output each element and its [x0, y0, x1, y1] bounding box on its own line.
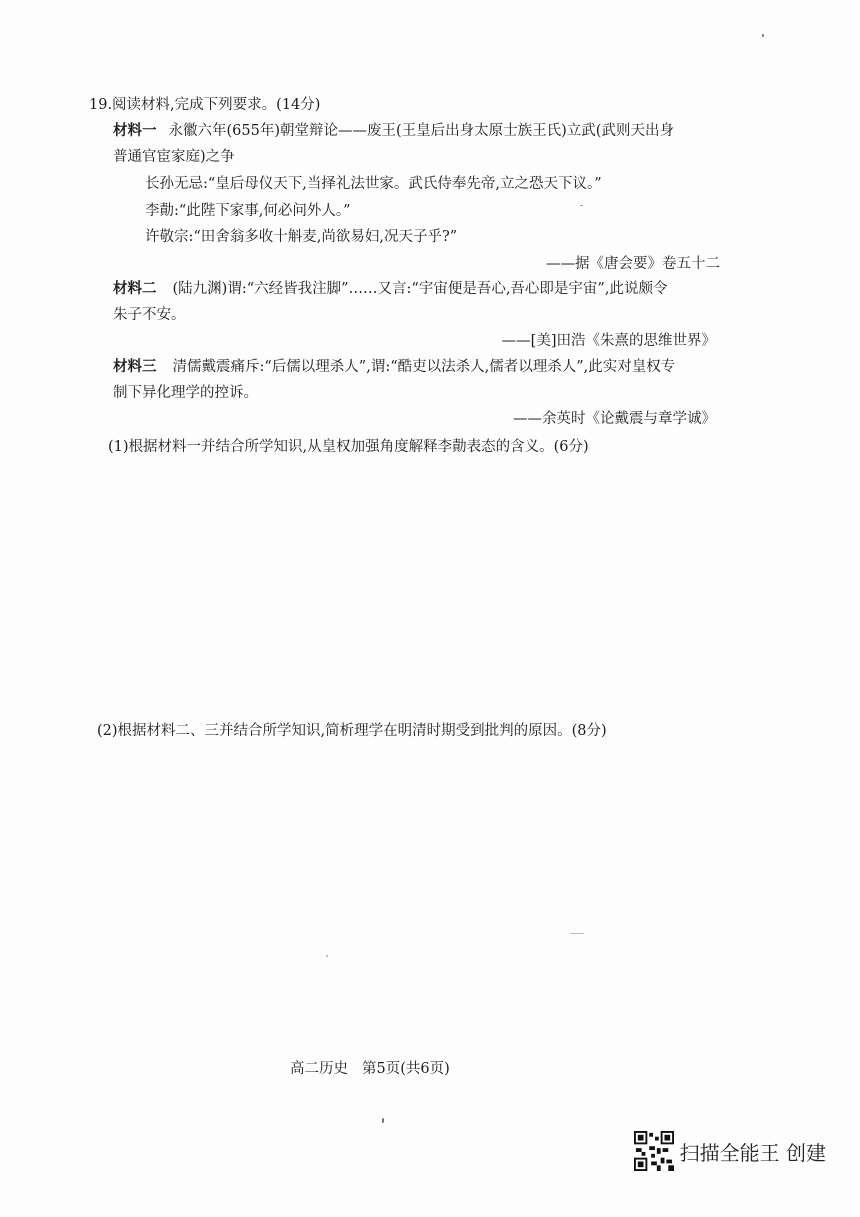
material1-quote1: 长孙无忌:“皇后母仪天下,当择礼法世家。武氏侍奉先帝,立之恐天下议。”	[145, 176, 602, 192]
footer-subject: 高二历史	[290, 1061, 348, 1077]
scan-speck	[762, 34, 764, 37]
material3-line2: 制下异化理学的控诉。	[113, 385, 258, 401]
subquestion-1: (1)根据材料一并结合所学知识,从皇权加强角度解释李勣表态的含义。(6分)	[108, 439, 589, 455]
material1-quote2: 李勣:“此陛下家事,何必问外人。”	[145, 203, 351, 219]
material2-line2: 朱子不安。	[113, 307, 186, 323]
material1-line1	[113, 121, 674, 141]
material1-line2: 普通官宦家庭)之争	[113, 149, 235, 165]
question-stem: 19.阅读材料,完成下列要求。(14分)	[89, 97, 321, 113]
page-footer	[290, 1057, 464, 1078]
scanner-watermark	[634, 1131, 826, 1171]
material2-source: ——[美]田浩《朱熹的思维世界》	[501, 333, 716, 349]
scan-speck	[326, 955, 328, 957]
watermark-text: 扫描全能王 创建	[679, 1140, 826, 1165]
material1-text1: 永徽六年(655年)朝堂辩论——废王(王皇后出身太原士族王氏)立武(武则天出身	[168, 123, 674, 139]
material3-line1	[113, 357, 675, 377]
scan-speck	[382, 1118, 384, 1123]
material1-source: ——据《唐会要》卷五十二	[546, 256, 720, 272]
material1-label: 材料一	[113, 122, 157, 139]
material1-quote3: 许敬宗:“田舍翁多收十斛麦,尚欲易妇,况天子乎?”	[145, 229, 458, 245]
subquestion-2: (2)根据材料二、三并结合所学知识,简析理学在明清时期受到批判的原因。(8分)	[97, 723, 607, 739]
material2-label: 材料二	[113, 280, 157, 297]
scan-speck	[570, 933, 584, 934]
material2-line1	[113, 279, 667, 299]
material3-text1: 清儒戴震痛斥:“后儒以理杀人”,谓:“酷吏以法杀人,儒者以理杀人”,此实对皇权专	[172, 359, 676, 375]
qr-code-icon	[634, 1131, 674, 1171]
material3-label: 材料三	[113, 358, 157, 375]
material2-text1: (陆九渊)谓:“六经皆我注脚”……又言:“宇宙便是吾心,吾心即是宇宙”,此说颇令	[172, 281, 668, 297]
material3-source: ——余英时《论戴震与章学诚》	[513, 411, 716, 427]
footer-page: 第5页(共6页)	[362, 1061, 450, 1077]
scan-speck	[580, 205, 583, 206]
